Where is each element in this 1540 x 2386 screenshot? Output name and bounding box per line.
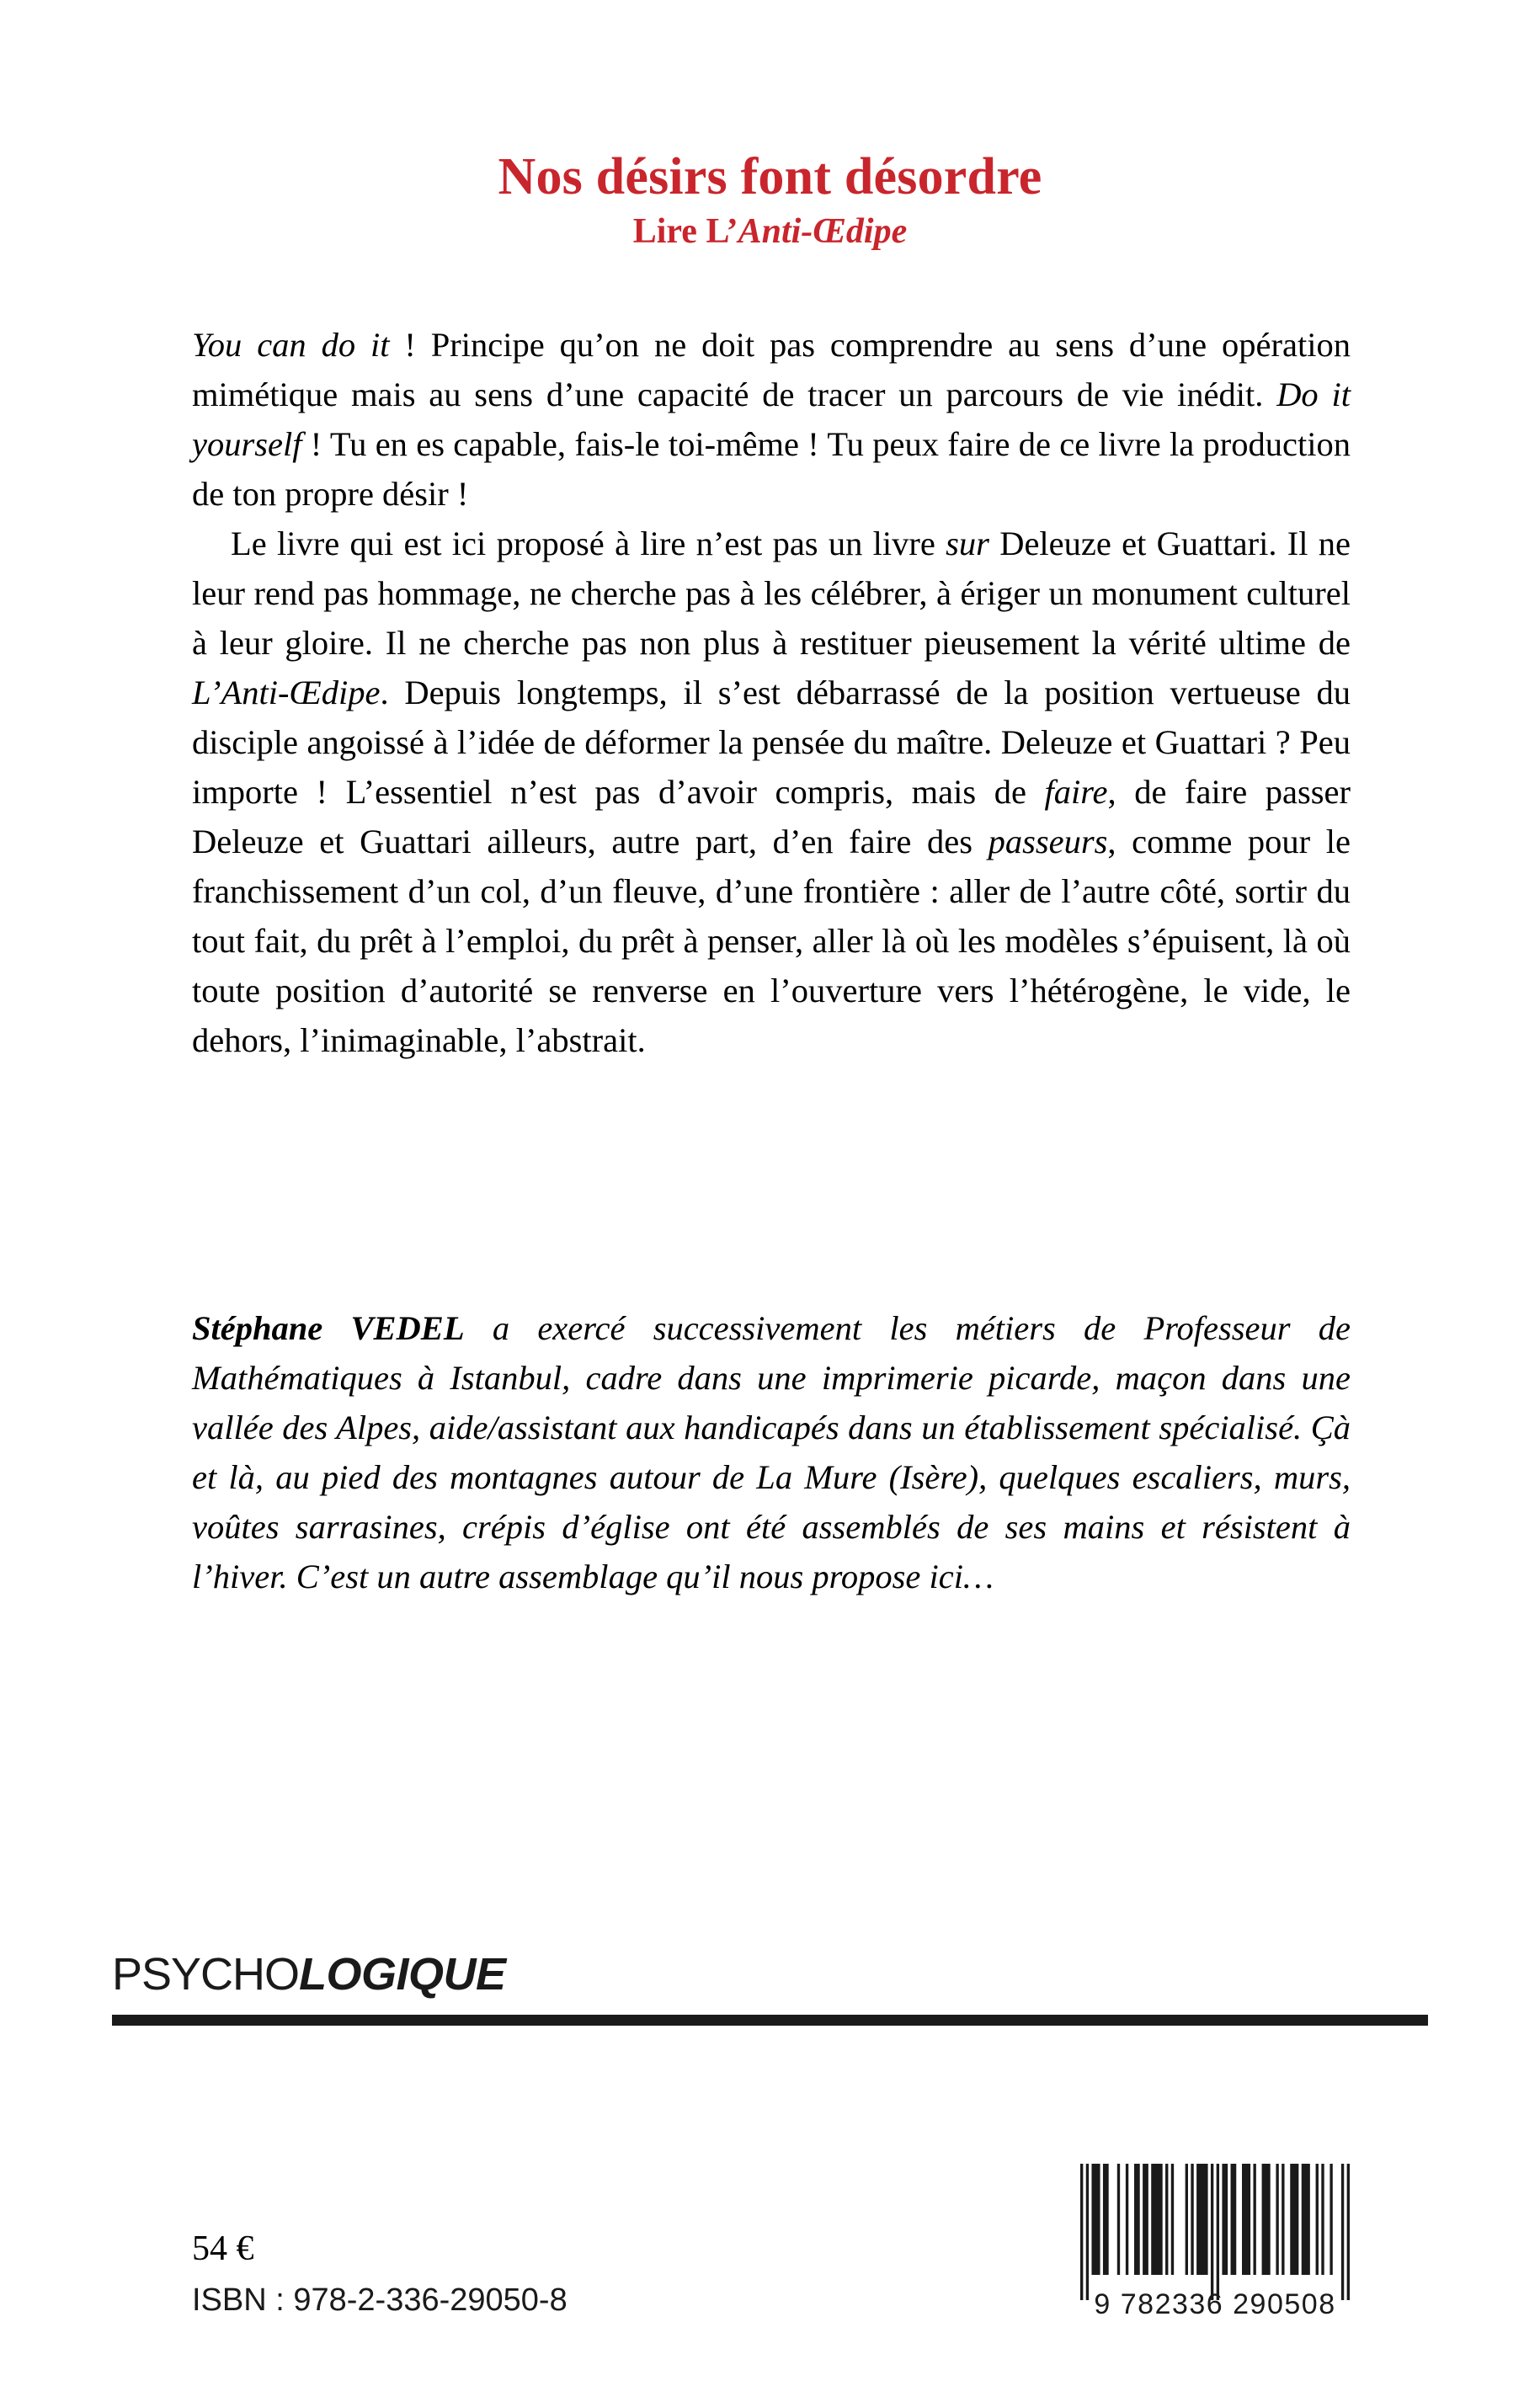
barcode-digits: 9 782336 290508 xyxy=(1094,2288,1336,2317)
horizontal-rule xyxy=(112,2015,1428,2026)
blurb-p2-segment-4: , de faire passer Deleuze et Guattari ailleurs, autre part, d’en faire des xyxy=(192,773,1351,860)
blurb-p2-segment-5: , comme pour le franchissement d’un col, d’un fleuve, d’une frontière : aller de l’autre côté, sortir du tout fait, du prêt à l’emploi, du prêt à penser, aller là où les modèles s’épuisent, là où toute position d’autorité se renverse en l’ouverture vers l’hétérogène, le vide, le dehors, l’inimaginable, l’abstrait. xyxy=(192,823,1351,1059)
imprint-logo-part-light: PSYCHO xyxy=(112,1949,300,2000)
page-title: Nos désirs font désordre xyxy=(498,148,1042,205)
author-name: Stéphane VEDEL xyxy=(192,1309,465,1347)
subtitle-work-title: Anti-Œdipe xyxy=(738,212,908,252)
blurb-p2-segment-3: . Depuis longtemps, il s’est débarrassé de la position vertueuse du disciple angoissé à l’idée de déformer la pensée du maître. Deleuze et Guattari ? Peu importe ! L’essentiel n’est pas d’avoir compris, mais de xyxy=(192,674,1351,811)
price-label: 54 € xyxy=(192,2229,254,2268)
page-subtitle xyxy=(0,212,1540,251)
blurb-paragraph-1 xyxy=(192,320,1351,519)
blurb-column xyxy=(192,320,1351,1065)
blurb-p2-emphasis-sur: sur xyxy=(946,525,989,562)
blurb-paragraph-2 xyxy=(192,519,1351,1065)
blurb-p1-lead-italic: You can do it xyxy=(192,326,390,364)
barcode-svg xyxy=(1080,2157,1350,2317)
author-bio-paragraph xyxy=(192,1303,1351,1601)
blurb-p2-emphasis-passeurs: passeurs xyxy=(988,823,1108,860)
blurb-p1-segment-1: ! Principe qu’on ne doit pas comprendre au sens d’une opération mimétique mais au sens d’une capacité de tracer un parcours de vie inédit. xyxy=(192,326,1351,413)
author-bio-text: a exercé successivement les métiers de Professeur de Mathématiques à Istanbul, cadre dans une imprimerie picarde, maçon dans une vallée des Alpes, aide/assistant aux handicapés dans un établissement spécialisé. Çà et là, au pied des montagnes autour de La Mure (Isère), quelques escaliers, murs, voûtes sarrasines, crépis d’église ont été assemblés de ses mains et résistent à l’hiver. C’est un autre assemblage qu’il nous propose ici… xyxy=(192,1309,1351,1595)
blurb-p1-emphasis-1: Do it yourself xyxy=(192,375,1351,463)
title-block xyxy=(0,150,1540,252)
subtitle-prefix: Lire L’ xyxy=(632,212,738,252)
author-bio-block xyxy=(192,1303,1351,1601)
imprint-logo-part-bold: LOGIQUE xyxy=(299,1949,506,2000)
barcode xyxy=(1080,2157,1350,2317)
blurb-p2-emphasis-faire: faire xyxy=(1044,773,1108,811)
blurb-p1-segment-2: ! Tu en es capable, fais-le toi-même ! Tu peux faire de ce livre la production de ton propre désir ! xyxy=(192,425,1351,513)
imprint-logo xyxy=(112,1949,506,2000)
blurb-p2-segment-1: Le livre qui est ici proposé à lire n’est pas un livre xyxy=(231,525,946,562)
isbn-label: ISBN : 978-2-336-29050-8 xyxy=(192,2282,568,2318)
blurb-p2-emphasis-work: L’Anti-Œdipe xyxy=(192,674,381,711)
blurb-p2-segment-2: Deleuze et Guattari. Il ne leur rend pas hommage, ne cherche pas à les célébrer, à ériger un monument culturel à leur gloire. Il ne cherche pas non plus à restituer pieusement la vérité ultime de xyxy=(192,525,1351,662)
